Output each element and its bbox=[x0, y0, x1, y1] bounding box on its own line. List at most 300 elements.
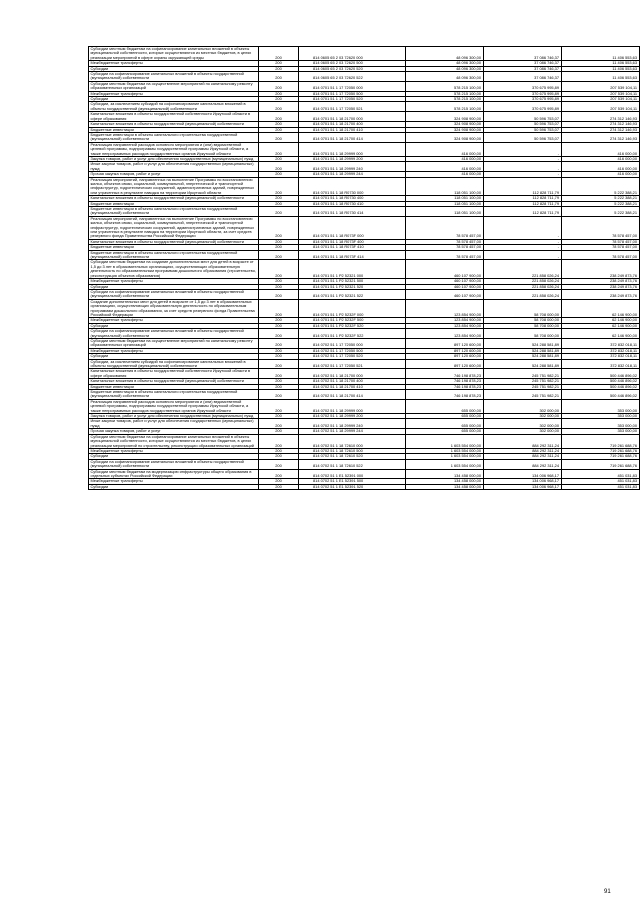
approved-amount-cell: 118 051 100,00 bbox=[405, 196, 483, 201]
executed-amount-cell: - bbox=[483, 245, 561, 250]
executed-amount-cell: 370 675 995,89 bbox=[483, 91, 561, 96]
expense-name-cell: Капитальные вложения в объекты государственной (муниципальной) собственности bbox=[89, 239, 259, 244]
line-code-cell: 200 bbox=[259, 260, 299, 279]
line-code-cell: 200 bbox=[259, 354, 299, 359]
unexecuted-amount-cell: 238 249 873,76 bbox=[561, 284, 639, 289]
table-row bbox=[89, 162, 640, 172]
line-code-cell: 200 bbox=[259, 338, 299, 348]
approved-amount-cell: 324 908 900,00 bbox=[405, 132, 483, 142]
line-code-cell: 200 bbox=[259, 479, 299, 484]
approved-amount-cell: 1 603 554 000,00 bbox=[405, 454, 483, 459]
line-code-cell: 200 bbox=[259, 216, 299, 239]
approved-amount-cell: 460 107 900,00 bbox=[405, 279, 483, 284]
table-row bbox=[89, 369, 640, 379]
executed-amount-cell: 50 596 753,07 bbox=[483, 132, 561, 142]
table-row bbox=[89, 469, 640, 479]
unexecuted-amount-cell: 353 000,00 bbox=[561, 414, 639, 419]
budget-table-body bbox=[89, 47, 640, 490]
classification-code-cell: 814 0701 51 1 P2 5232F 520 bbox=[299, 323, 406, 328]
line-code-cell: 200 bbox=[259, 369, 299, 379]
line-code-cell: 200 bbox=[259, 162, 299, 172]
executed-amount-cell: 245 751 982,21 bbox=[483, 369, 561, 379]
executed-amount-cell: 58 708 000,00 bbox=[483, 323, 561, 328]
line-code-cell: 200 bbox=[259, 172, 299, 177]
line-code-cell: 200 bbox=[259, 132, 299, 142]
executed-amount-cell: 370 675 995,89 bbox=[483, 81, 561, 91]
classification-code-cell: 814 0702 51 1 17 72050 521 bbox=[299, 359, 406, 369]
unexecuted-amount-cell: 5 222 388,21 bbox=[561, 177, 639, 196]
table-row bbox=[89, 359, 640, 369]
line-code-cell: 200 bbox=[259, 454, 299, 459]
approved-amount-cell: 897 120 600,00 bbox=[405, 359, 483, 369]
classification-code-cell: 814 0701 51 1 18 R0730 410 bbox=[299, 201, 406, 206]
executed-amount-cell: 50 596 753,07 bbox=[483, 122, 561, 127]
classification-code-cell: 814 0702 51 1 18 29999 240 bbox=[299, 419, 406, 429]
classification-code-cell: 814 0701 51 1 17 72050 520 bbox=[299, 97, 406, 102]
approved-amount-cell: 1 603 554 000,00 bbox=[405, 434, 483, 448]
unexecuted-amount-cell: 353 000,00 bbox=[561, 429, 639, 434]
expense-name-cell: Субсидии на софинансирование капитальных вложений в объекты государственной (муниципальной) собственности bbox=[89, 289, 259, 299]
executed-amount-cell: 524 288 581,89 bbox=[483, 348, 561, 353]
classification-code-cell: 814 0701 51 1 18 R0730 400 bbox=[299, 196, 406, 201]
line-code-cell: 200 bbox=[259, 47, 299, 61]
executed-amount-cell: 524 288 581,89 bbox=[483, 338, 561, 348]
unexecuted-amount-cell: 78 578 457,00 bbox=[561, 245, 639, 250]
expense-name-cell: Субсидии местным бюджетам на создание дополнительных мест для детей в возрасте от 1,5 до 3 лет в образовательных организациях, осуществляющих образовательную деятельность по образовательным программам дошкольного образования (строительство, реконструкция объектов образования) bbox=[89, 260, 259, 279]
expense-name-cell: Межбюджетные трансферты bbox=[89, 348, 259, 353]
expense-name-cell: Капитальные вложения в объекты государственной (муниципальной) собственности bbox=[89, 122, 259, 127]
executed-amount-cell: 884 292 311,24 bbox=[483, 459, 561, 469]
executed-amount-cell: 37 086 746,37 bbox=[483, 47, 561, 61]
approved-amount-cell: 324 908 900,00 bbox=[405, 122, 483, 127]
line-code-cell: 200 bbox=[259, 250, 299, 260]
unexecuted-amount-cell: 238 249 873,76 bbox=[561, 260, 639, 279]
executed-amount-cell: 37 086 746,37 bbox=[483, 61, 561, 66]
executed-amount-cell: 50 596 753,07 bbox=[483, 127, 561, 132]
executed-amount-cell: 245 751 982,21 bbox=[483, 390, 561, 400]
classification-code-cell: 814 0702 51 1 18 21700 400 bbox=[299, 379, 406, 384]
classification-code-cell: 814 0702 51 1 18 72610 000 bbox=[299, 434, 406, 448]
approved-amount-cell: 123 854 900,00 bbox=[405, 318, 483, 323]
approved-amount-cell: 578 215 100,00 bbox=[405, 91, 483, 96]
line-code-cell: 200 bbox=[259, 434, 299, 448]
classification-code-cell: 814 0701 51 1 P2 52321 520 bbox=[299, 284, 406, 289]
table-row bbox=[89, 112, 640, 122]
approved-amount-cell: 1 603 554 000,00 bbox=[405, 459, 483, 469]
unexecuted-amount-cell: 5 222 388,21 bbox=[561, 196, 639, 201]
classification-code-cell: 814 0701 51 1 P2 5232F 500 bbox=[299, 318, 406, 323]
expense-name-cell: Межбюджетные трансферты bbox=[89, 448, 259, 453]
unexecuted-amount-cell: 719 261 688,76 bbox=[561, 448, 639, 453]
budget-table bbox=[88, 46, 640, 490]
expense-name-cell: Субсидии, за исключением субсидий на софинансирование капитальных вложений в объекты государственной (муниципальной) собственности bbox=[89, 102, 259, 112]
classification-code-cell: 814 0701 51 1 18 29999 244 bbox=[299, 172, 406, 177]
unexecuted-amount-cell: 372 832 018,11 bbox=[561, 338, 639, 348]
classification-code-cell: 814 0701 51 1 18 21700 410 bbox=[299, 127, 406, 132]
line-code-cell: 200 bbox=[259, 177, 299, 196]
table-row bbox=[89, 72, 640, 82]
classification-code-cell: 814 0702 51 1 E1 52391 520 bbox=[299, 484, 406, 489]
approved-amount-cell: 48 096 300,00 bbox=[405, 72, 483, 82]
expense-name-cell: Субсидии местным бюджетам на модернизацию инфраструктуры общего образования в отдельных субъектах Российской Федерации bbox=[89, 469, 259, 479]
table-row bbox=[89, 207, 640, 217]
line-code-cell: 200 bbox=[259, 419, 299, 429]
expense-name-cell: Субсидии местным бюджетам на софинансирование капитальных вложений в объекты муниципальной собственности, которые осуществляются из местных бюджетов, в целях реализации мероприятий в сфере охраны окружающей среды bbox=[89, 47, 259, 61]
expense-name-cell: Межбюджетные трансферты bbox=[89, 279, 259, 284]
executed-amount-cell: 112 828 711,79 bbox=[483, 201, 561, 206]
expense-name-cell: Субсидии bbox=[89, 454, 259, 459]
line-code-cell: 200 bbox=[259, 112, 299, 122]
expense-name-cell: Субсидии на софинансирование капитальных вложений в объекты государственной (муниципальной) собственности bbox=[89, 72, 259, 82]
unexecuted-amount-cell: 62 146 900,00 bbox=[561, 318, 639, 323]
expense-name-cell: Субсидии, за исключением субсидий на софинансирование капитальных вложений в объекты государственной (муниципальной) собственности bbox=[89, 359, 259, 369]
expense-name-cell: Субсидии bbox=[89, 284, 259, 289]
executed-amount-cell: 245 751 982,21 bbox=[483, 379, 561, 384]
executed-amount-cell: 302 000,00 bbox=[483, 429, 561, 434]
line-code-cell: 200 bbox=[259, 459, 299, 469]
expense-name-cell: Субсидии bbox=[89, 354, 259, 359]
unexecuted-amount-cell: 451 031,83 bbox=[561, 479, 639, 484]
approved-amount-cell: 118 051 100,00 bbox=[405, 177, 483, 196]
table-row bbox=[89, 459, 640, 469]
classification-code-cell: 814 0605 65 2 03 72620 500 bbox=[299, 61, 406, 66]
unexecuted-amount-cell: 11 406 553,63 bbox=[561, 72, 639, 82]
line-code-cell: 200 bbox=[259, 379, 299, 384]
line-code-cell: 200 bbox=[259, 390, 299, 400]
line-code-cell: 200 bbox=[259, 348, 299, 353]
expense-name-cell: Капитальные вложения в объекты государственной (муниципальной) собственности bbox=[89, 379, 259, 384]
unexecuted-amount-cell: 11 406 553,63 bbox=[561, 66, 639, 71]
table-row bbox=[89, 338, 640, 348]
approved-amount-cell: 123 854 900,00 bbox=[405, 323, 483, 328]
approved-amount-cell: 416 000,00 bbox=[405, 142, 483, 156]
classification-code-cell: 814 0702 51 1 18 72610 520 bbox=[299, 454, 406, 459]
expense-name-cell: Закупка товаров, работ и услуг для обеспечения государственных (муниципальных) нужд bbox=[89, 156, 259, 161]
unexecuted-amount-cell: 62 146 900,00 bbox=[561, 323, 639, 328]
classification-code-cell: 814 0702 51 1 18 21700 414 bbox=[299, 390, 406, 400]
approved-amount-cell: 324 908 900,00 bbox=[405, 127, 483, 132]
executed-amount-cell: 302 000,00 bbox=[483, 399, 561, 413]
line-code-cell: 200 bbox=[259, 196, 299, 201]
table-row bbox=[89, 102, 640, 112]
line-code-cell: 200 bbox=[259, 122, 299, 127]
line-code-cell: 200 bbox=[259, 329, 299, 339]
executed-amount-cell: 370 675 995,89 bbox=[483, 97, 561, 102]
classification-code-cell: 814 0701 51 1 P2 5232F 522 bbox=[299, 329, 406, 339]
expense-name-cell: Субсидии bbox=[89, 66, 259, 71]
classification-code-cell: 814 0701 51 1 17 72050 521 bbox=[299, 102, 406, 112]
approved-amount-cell: 78 578 457,00 bbox=[405, 239, 483, 244]
unexecuted-amount-cell: 207 539 104,11 bbox=[561, 97, 639, 102]
table-row bbox=[89, 142, 640, 156]
line-code-cell: 200 bbox=[259, 207, 299, 217]
approved-amount-cell: 48 096 300,00 bbox=[405, 47, 483, 61]
executed-amount-cell: 134 006 968,17 bbox=[483, 469, 561, 479]
executed-amount-cell: 524 288 581,89 bbox=[483, 359, 561, 369]
line-code-cell: 200 bbox=[259, 201, 299, 206]
unexecuted-amount-cell: 274 312 146,93 bbox=[561, 127, 639, 132]
classification-code-cell: 814 0701 51 1 P2 52321 500 bbox=[299, 279, 406, 284]
approved-amount-cell: 655 000,00 bbox=[405, 429, 483, 434]
classification-code-cell: 814 0701 51 1 18 29999 240 bbox=[299, 162, 406, 172]
line-code-cell: 200 bbox=[259, 72, 299, 82]
expense-name-cell: Реализация направлений расходов основного мероприятия и (или) ведомственной целевой программы, подпрограммы государственной программы Иркутской области, а также непрограммных расходов государственных органов Иркутской области bbox=[89, 399, 259, 413]
classification-code-cell: 814 0701 51 1 18 21700 414 bbox=[299, 132, 406, 142]
approved-amount-cell: 655 000,00 bbox=[405, 414, 483, 419]
expense-name-cell: Субсидии bbox=[89, 323, 259, 328]
approved-amount-cell: 134 458 000,00 bbox=[405, 479, 483, 484]
expense-name-cell: Субсидии местным бюджетам на осуществление мероприятий по капитальному ремонту образовательных организаций bbox=[89, 81, 259, 91]
classification-code-cell: 814 0701 51 1 18 21700 000 bbox=[299, 112, 406, 122]
expense-name-cell: Бюджетные инвестиции в объекты капитального строительства государственной (муниципальной) собственности bbox=[89, 250, 259, 260]
expense-name-cell: Прочая закупка товаров, работ и услуг bbox=[89, 172, 259, 177]
approved-amount-cell: 460 107 900,00 bbox=[405, 289, 483, 299]
line-code-cell: 200 bbox=[259, 284, 299, 289]
unexecuted-amount-cell: 207 539 104,11 bbox=[561, 91, 639, 96]
expense-name-cell: Бюджетные инвестиции bbox=[89, 127, 259, 132]
approved-amount-cell: 416 000,00 bbox=[405, 172, 483, 177]
expense-name-cell: Бюджетные инвестиции bbox=[89, 384, 259, 389]
expense-name-cell: Реализация мероприятий, направленных на выполнение Программы по восстановлению жилья, объектов связи, социальной, коммунальной, энергетической и транспортной инфраструктур, гидротехнических сооружений, административных зданий, поврежденных или утраченных в результате паводка на территории Иркутской области bbox=[89, 177, 259, 196]
unexecuted-amount-cell: 372 832 018,11 bbox=[561, 348, 639, 353]
expense-name-cell: Бюджетные инвестиции в объекты капитального строительства государственной (муниципальной) собственности bbox=[89, 207, 259, 217]
unexecuted-amount-cell: 238 249 873,76 bbox=[561, 279, 639, 284]
unexecuted-amount-cell: 372 832 018,11 bbox=[561, 354, 639, 359]
expense-name-cell: Субсидии местным бюджетам на осуществление мероприятий по капитальному ремонту образовательных организаций bbox=[89, 338, 259, 348]
approved-amount-cell: 78 578 457,00 bbox=[405, 245, 483, 250]
line-code-cell: 200 bbox=[259, 279, 299, 284]
classification-code-cell: 814 0702 51 1 17 72050 000 bbox=[299, 338, 406, 348]
classification-code-cell: 814 0701 51 1 18 R0730 000 bbox=[299, 177, 406, 196]
approved-amount-cell: 48 096 300,00 bbox=[405, 66, 483, 71]
classification-code-cell: 814 0702 51 1 18 72610 500 bbox=[299, 448, 406, 453]
executed-amount-cell: 50 596 753,07 bbox=[483, 112, 561, 122]
unexecuted-amount-cell: 62 146 900,00 bbox=[561, 329, 639, 339]
unexecuted-amount-cell: 416 000,00 bbox=[561, 142, 639, 156]
line-code-cell: 200 bbox=[259, 81, 299, 91]
line-code-cell: 200 bbox=[259, 299, 299, 318]
classification-code-cell: 814 0701 51 1 17 72050 000 bbox=[299, 81, 406, 91]
table-row bbox=[89, 434, 640, 448]
executed-amount-cell: 302 000,00 bbox=[483, 414, 561, 419]
executed-amount-cell: 221 858 026,24 bbox=[483, 279, 561, 284]
executed-amount-cell: 112 828 711,79 bbox=[483, 177, 561, 196]
classification-code-cell: 814 0701 51 1 P2 52321 000 bbox=[299, 260, 406, 279]
unexecuted-amount-cell: 207 539 104,11 bbox=[561, 102, 639, 112]
expense-name-cell: Бюджетные инвестиции bbox=[89, 201, 259, 206]
unexecuted-amount-cell: 500 446 896,02 bbox=[561, 369, 639, 379]
executed-amount-cell: 134 006 968,17 bbox=[483, 479, 561, 484]
approved-amount-cell: 578 215 100,00 bbox=[405, 81, 483, 91]
line-code-cell: 200 bbox=[259, 142, 299, 156]
unexecuted-amount-cell: 11 406 553,63 bbox=[561, 61, 639, 66]
approved-amount-cell: 78 578 457,00 bbox=[405, 216, 483, 239]
unexecuted-amount-cell: 11 406 553,63 bbox=[561, 47, 639, 61]
executed-amount-cell: 58 708 000,00 bbox=[483, 329, 561, 339]
line-code-cell: 200 bbox=[259, 102, 299, 112]
expense-name-cell: Капитальные вложения в объекты государственной собственности Иркутской области в сфере образования bbox=[89, 369, 259, 379]
expense-name-cell: Бюджетные инвестиции в объекты капитального строительства государственной (муниципальной) собственности bbox=[89, 132, 259, 142]
classification-code-cell: 814 0702 51 1 E1 52391 000 bbox=[299, 469, 406, 479]
executed-amount-cell: 58 708 000,00 bbox=[483, 318, 561, 323]
approved-amount-cell: 48 096 300,00 bbox=[405, 61, 483, 66]
line-code-cell: 200 bbox=[259, 61, 299, 66]
executed-amount-cell: 37 086 746,37 bbox=[483, 66, 561, 71]
unexecuted-amount-cell: 719 261 688,76 bbox=[561, 434, 639, 448]
line-code-cell: 200 bbox=[259, 384, 299, 389]
line-code-cell: 200 bbox=[259, 484, 299, 489]
unexecuted-amount-cell: 5 222 388,21 bbox=[561, 207, 639, 217]
approved-amount-cell: 578 215 100,00 bbox=[405, 102, 483, 112]
executed-amount-cell: 524 288 581,89 bbox=[483, 354, 561, 359]
unexecuted-amount-cell: 719 261 688,76 bbox=[561, 459, 639, 469]
classification-code-cell: 814 0701 51 1 17 72050 500 bbox=[299, 91, 406, 96]
executed-amount-cell: 302 000,00 bbox=[483, 419, 561, 429]
unexecuted-amount-cell: 353 000,00 bbox=[561, 399, 639, 413]
unexecuted-amount-cell: 353 000,00 bbox=[561, 419, 639, 429]
table-row bbox=[89, 289, 640, 299]
line-code-cell: 200 bbox=[259, 66, 299, 71]
executed-amount-cell: 221 858 026,24 bbox=[483, 289, 561, 299]
unexecuted-amount-cell: 207 539 104,11 bbox=[561, 81, 639, 91]
approved-amount-cell: 134 458 000,00 bbox=[405, 469, 483, 479]
classification-code-cell: 814 0605 65 2 03 72620 520 bbox=[299, 66, 406, 71]
executed-amount-cell: 112 828 711,79 bbox=[483, 207, 561, 217]
approved-amount-cell: 416 000,00 bbox=[405, 162, 483, 172]
approved-amount-cell: 746 198 878,23 bbox=[405, 369, 483, 379]
table-row bbox=[89, 299, 640, 318]
expense-name-cell: Капитальные вложения в объекты государственной собственности Иркутской области в сфере образования bbox=[89, 112, 259, 122]
line-code-cell: 200 bbox=[259, 318, 299, 323]
unexecuted-amount-cell: 500 446 896,02 bbox=[561, 379, 639, 384]
line-code-cell: 200 bbox=[259, 245, 299, 250]
approved-amount-cell: 123 854 900,00 bbox=[405, 329, 483, 339]
expense-name-cell: Иные закупки товаров, работ и услуг для обеспечения государственных (муниципальных) нужд bbox=[89, 419, 259, 429]
table-row bbox=[89, 132, 640, 142]
approved-amount-cell: 416 000,00 bbox=[405, 156, 483, 161]
line-code-cell: 200 bbox=[259, 448, 299, 453]
line-code-cell: 200 bbox=[259, 239, 299, 244]
table-row bbox=[89, 329, 640, 339]
classification-code-cell: 814 0701 51 1 18 R073F 000 bbox=[299, 216, 406, 239]
executed-amount-cell: - bbox=[483, 239, 561, 244]
executed-amount-cell: - bbox=[483, 250, 561, 260]
executed-amount-cell: 884 292 311,24 bbox=[483, 434, 561, 448]
classification-code-cell: 814 0702 51 1 18 29999 200 bbox=[299, 414, 406, 419]
expense-name-cell: Бюджетные инвестиции bbox=[89, 245, 259, 250]
classification-code-cell: 814 0701 51 1 18 29999 000 bbox=[299, 142, 406, 156]
approved-amount-cell: 655 000,00 bbox=[405, 419, 483, 429]
expense-name-cell: Субсидии bbox=[89, 484, 259, 489]
executed-amount-cell: - bbox=[483, 142, 561, 156]
approved-amount-cell: 746 198 878,23 bbox=[405, 384, 483, 389]
approved-amount-cell: 578 215 100,00 bbox=[405, 97, 483, 102]
expense-name-cell: Иные закупки товаров, работ и услуг для обеспечения государственных (муниципальных) нужд bbox=[89, 162, 259, 172]
approved-amount-cell: 897 120 600,00 bbox=[405, 338, 483, 348]
expense-name-cell: Реализация мероприятий, направленных на выполнение Программы по восстановлению жилья, объектов связи, социальной, коммунальной, энергетической и транспортной инфраструктур, гидротехнических сооружений, административных зданий, поврежденных или утраченных в результате паводка на территории Иркутской области, за счет средств резервного фонда Правительства Российской Федерации bbox=[89, 216, 259, 239]
executed-amount-cell: 58 708 000,00 bbox=[483, 299, 561, 318]
approved-amount-cell: 134 458 000,00 bbox=[405, 484, 483, 489]
executed-amount-cell: 112 828 711,79 bbox=[483, 196, 561, 201]
table-row bbox=[89, 250, 640, 260]
approved-amount-cell: 78 578 457,00 bbox=[405, 250, 483, 260]
approved-amount-cell: 746 198 878,23 bbox=[405, 390, 483, 400]
line-code-cell: 200 bbox=[259, 289, 299, 299]
unexecuted-amount-cell: 416 000,00 bbox=[561, 156, 639, 161]
unexecuted-amount-cell: 62 146 900,00 bbox=[561, 299, 639, 318]
executed-amount-cell: 370 675 995,89 bbox=[483, 102, 561, 112]
classification-code-cell: 814 0701 51 1 18 R073F 414 bbox=[299, 250, 406, 260]
expense-name-cell: Бюджетные инвестиции в объекты капитального строительства государственной (муниципальной) собственности bbox=[89, 390, 259, 400]
classification-code-cell: 814 0702 51 1 18 72610 522 bbox=[299, 459, 406, 469]
executed-amount-cell: 221 858 026,24 bbox=[483, 260, 561, 279]
classification-code-cell: 814 0701 51 1 18 21700 400 bbox=[299, 122, 406, 127]
classification-code-cell: 814 0605 65 2 03 72620 522 bbox=[299, 72, 406, 82]
approved-amount-cell: 1 603 554 000,00 bbox=[405, 448, 483, 453]
table-row bbox=[89, 216, 640, 239]
expense-name-cell: Реализация направлений расходов основного мероприятия и (или) ведомственной целевой программы, подпрограммы государственной программы Иркутской области, а также непрограммных расходов государственных органов Иркутской области bbox=[89, 142, 259, 156]
unexecuted-amount-cell: 719 261 688,76 bbox=[561, 454, 639, 459]
unexecuted-amount-cell: 416 000,00 bbox=[561, 162, 639, 172]
unexecuted-amount-cell: 451 031,83 bbox=[561, 469, 639, 479]
unexecuted-amount-cell: 5 222 388,21 bbox=[561, 201, 639, 206]
executed-amount-cell: 37 086 746,37 bbox=[483, 72, 561, 82]
executed-amount-cell: 884 292 311,24 bbox=[483, 454, 561, 459]
expense-name-cell: Межбюджетные трансферты bbox=[89, 479, 259, 484]
classification-code-cell: 814 0701 51 1 18 29999 200 bbox=[299, 156, 406, 161]
unexecuted-amount-cell: 238 249 873,76 bbox=[561, 289, 639, 299]
table-row bbox=[89, 419, 640, 429]
executed-amount-cell: - bbox=[483, 156, 561, 161]
expense-name-cell: Прочая закупка товаров, работ и услуг bbox=[89, 429, 259, 434]
expense-name-cell: Субсидии местным бюджетам на софинансирование капитальных вложений в объекты муниципальной собственности, которые осуществляются из местных бюджетов, в целях реализации мероприятий по строительству, реконструкции образовательных организаций bbox=[89, 434, 259, 448]
approved-amount-cell: 118 051 100,00 bbox=[405, 201, 483, 206]
line-code-cell: 200 bbox=[259, 429, 299, 434]
classification-code-cell: 814 0702 51 1 18 21700 000 bbox=[299, 369, 406, 379]
table-row bbox=[89, 260, 640, 279]
approved-amount-cell: 897 120 600,00 bbox=[405, 348, 483, 353]
table-row bbox=[89, 47, 640, 61]
line-code-cell: 200 bbox=[259, 97, 299, 102]
table-row bbox=[89, 177, 640, 196]
expense-name-cell: Межбюджетные трансферты bbox=[89, 318, 259, 323]
expense-name-cell: Межбюджетные трансферты bbox=[89, 61, 259, 66]
unexecuted-amount-cell: 372 832 018,11 bbox=[561, 359, 639, 369]
classification-code-cell: 814 0702 51 1 18 29999 244 bbox=[299, 429, 406, 434]
executed-amount-cell: - bbox=[483, 172, 561, 177]
unexecuted-amount-cell: 416 000,00 bbox=[561, 172, 639, 177]
line-code-cell: 200 bbox=[259, 414, 299, 419]
classification-code-cell: 814 0702 51 1 18 29999 000 bbox=[299, 399, 406, 413]
classification-code-cell: 814 0701 51 1 18 R073F 410 bbox=[299, 245, 406, 250]
unexecuted-amount-cell: 500 446 896,02 bbox=[561, 390, 639, 400]
approved-amount-cell: 118 051 100,00 bbox=[405, 207, 483, 217]
expense-name-cell: Межбюджетные трансферты bbox=[89, 91, 259, 96]
approved-amount-cell: 897 120 600,00 bbox=[405, 354, 483, 359]
line-code-cell: 200 bbox=[259, 323, 299, 328]
line-code-cell: 200 bbox=[259, 469, 299, 479]
table-row bbox=[89, 390, 640, 400]
unexecuted-amount-cell: 274 312 146,93 bbox=[561, 112, 639, 122]
unexecuted-amount-cell: 274 312 146,93 bbox=[561, 122, 639, 127]
line-code-cell: 200 bbox=[259, 399, 299, 413]
classification-code-cell: 814 0702 51 1 17 72050 520 bbox=[299, 354, 406, 359]
executed-amount-cell: 134 006 968,17 bbox=[483, 484, 561, 489]
approved-amount-cell: 655 000,00 bbox=[405, 399, 483, 413]
line-code-cell: 200 bbox=[259, 91, 299, 96]
classification-code-cell: 814 0702 51 1 E1 52391 500 bbox=[299, 479, 406, 484]
expense-name-cell: Капитальные вложения в объекты государственной (муниципальной) собственности bbox=[89, 196, 259, 201]
